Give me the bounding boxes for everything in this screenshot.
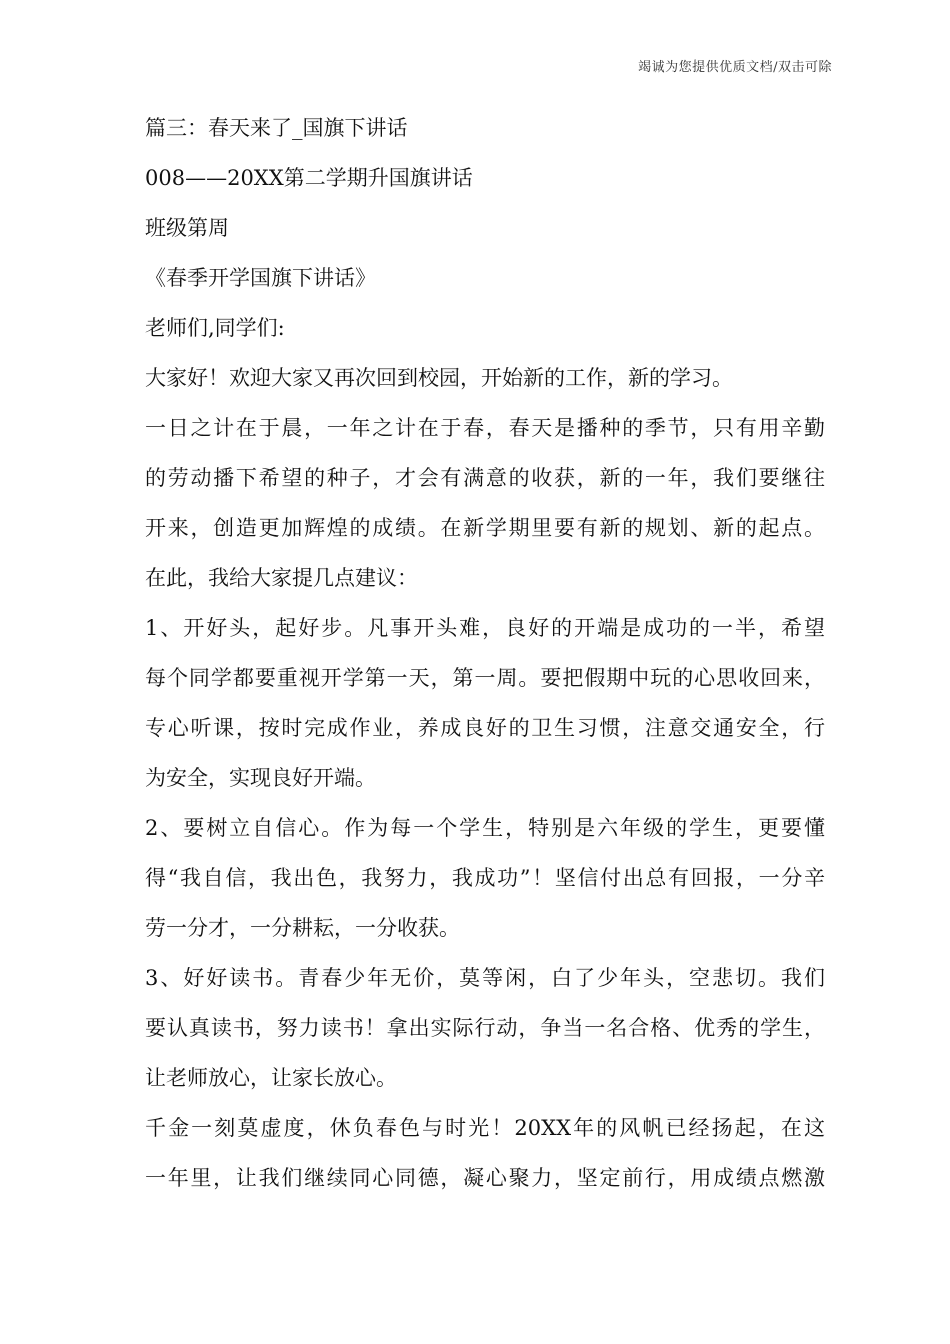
document-body	[145, 103, 825, 1203]
doc-line: 要认真读书，努力读书！拿出实际行动，争当一名合格、优秀的学生，	[145, 1016, 825, 1040]
doc-line: 3、好好读书。青春少年无价，莫等闲，白了少年头，空悲切。我们	[145, 966, 825, 990]
doc-line: 开来，创造更加辉煌的成绩。在新学期里要有新的规划、新的起点。	[145, 516, 825, 540]
doc-line-class-week: 班级第周	[145, 216, 229, 240]
doc-line: 每个同学都要重视开学第一天，第一周。要把假期中玩的心思收回来，	[145, 666, 825, 690]
doc-line: 得“我自信，我出色，我努力，我成功”！坚信付出总有回报，一分辛	[145, 866, 825, 890]
doc-line: 的劳动播下希望的种子，才会有满意的收获，新的一年，我们要继往	[145, 466, 825, 490]
doc-line: 在此，我给大家提几点建议：	[145, 566, 418, 590]
doc-line: 千金一刻莫虚度，休负春色与时光！20XX年的风帆已经扬起，在这	[145, 1116, 825, 1140]
doc-line: 一年里，让我们继续同心同德，凝心聚力，坚定前行，用成绩点燃激	[145, 1166, 825, 1190]
doc-line: 为安全，实现良好开端。	[145, 766, 376, 790]
doc-line: 让老师放心，让家长放心。	[145, 1066, 397, 1090]
doc-line: 劳一分才，一分耕耘，一分收获。	[145, 916, 460, 940]
doc-line-title: 篇三：春天来了_国旗下讲话	[145, 116, 408, 140]
doc-line-speech-title: 《春季开学国旗下讲话》	[145, 266, 376, 290]
doc-line: 一日之计在于晨，一年之计在于春，春天是播种的季节，只有用辛勤	[145, 416, 825, 440]
doc-line: 专心听课，按时完成作业，养成良好的卫生习惯，注意交通安全，行	[145, 716, 825, 740]
header-note: 竭诚为您提供优质文档/双击可除	[638, 60, 832, 75]
doc-line: 1、开好头，起好步。凡事开头难，良好的开端是成功的一半，希望	[145, 616, 825, 640]
doc-line: 2、要树立自信心。作为每一个学生，特别是六年级的学生，更要懂	[145, 816, 825, 840]
doc-line-subtitle: 008——20XX第二学期升国旗讲话	[145, 166, 473, 190]
doc-line-greeting: 大家好！欢迎大家又再次回到校园，开始新的工作，新的学习。	[145, 366, 733, 390]
doc-line-salutation: 老师们,同学们:	[145, 316, 285, 340]
